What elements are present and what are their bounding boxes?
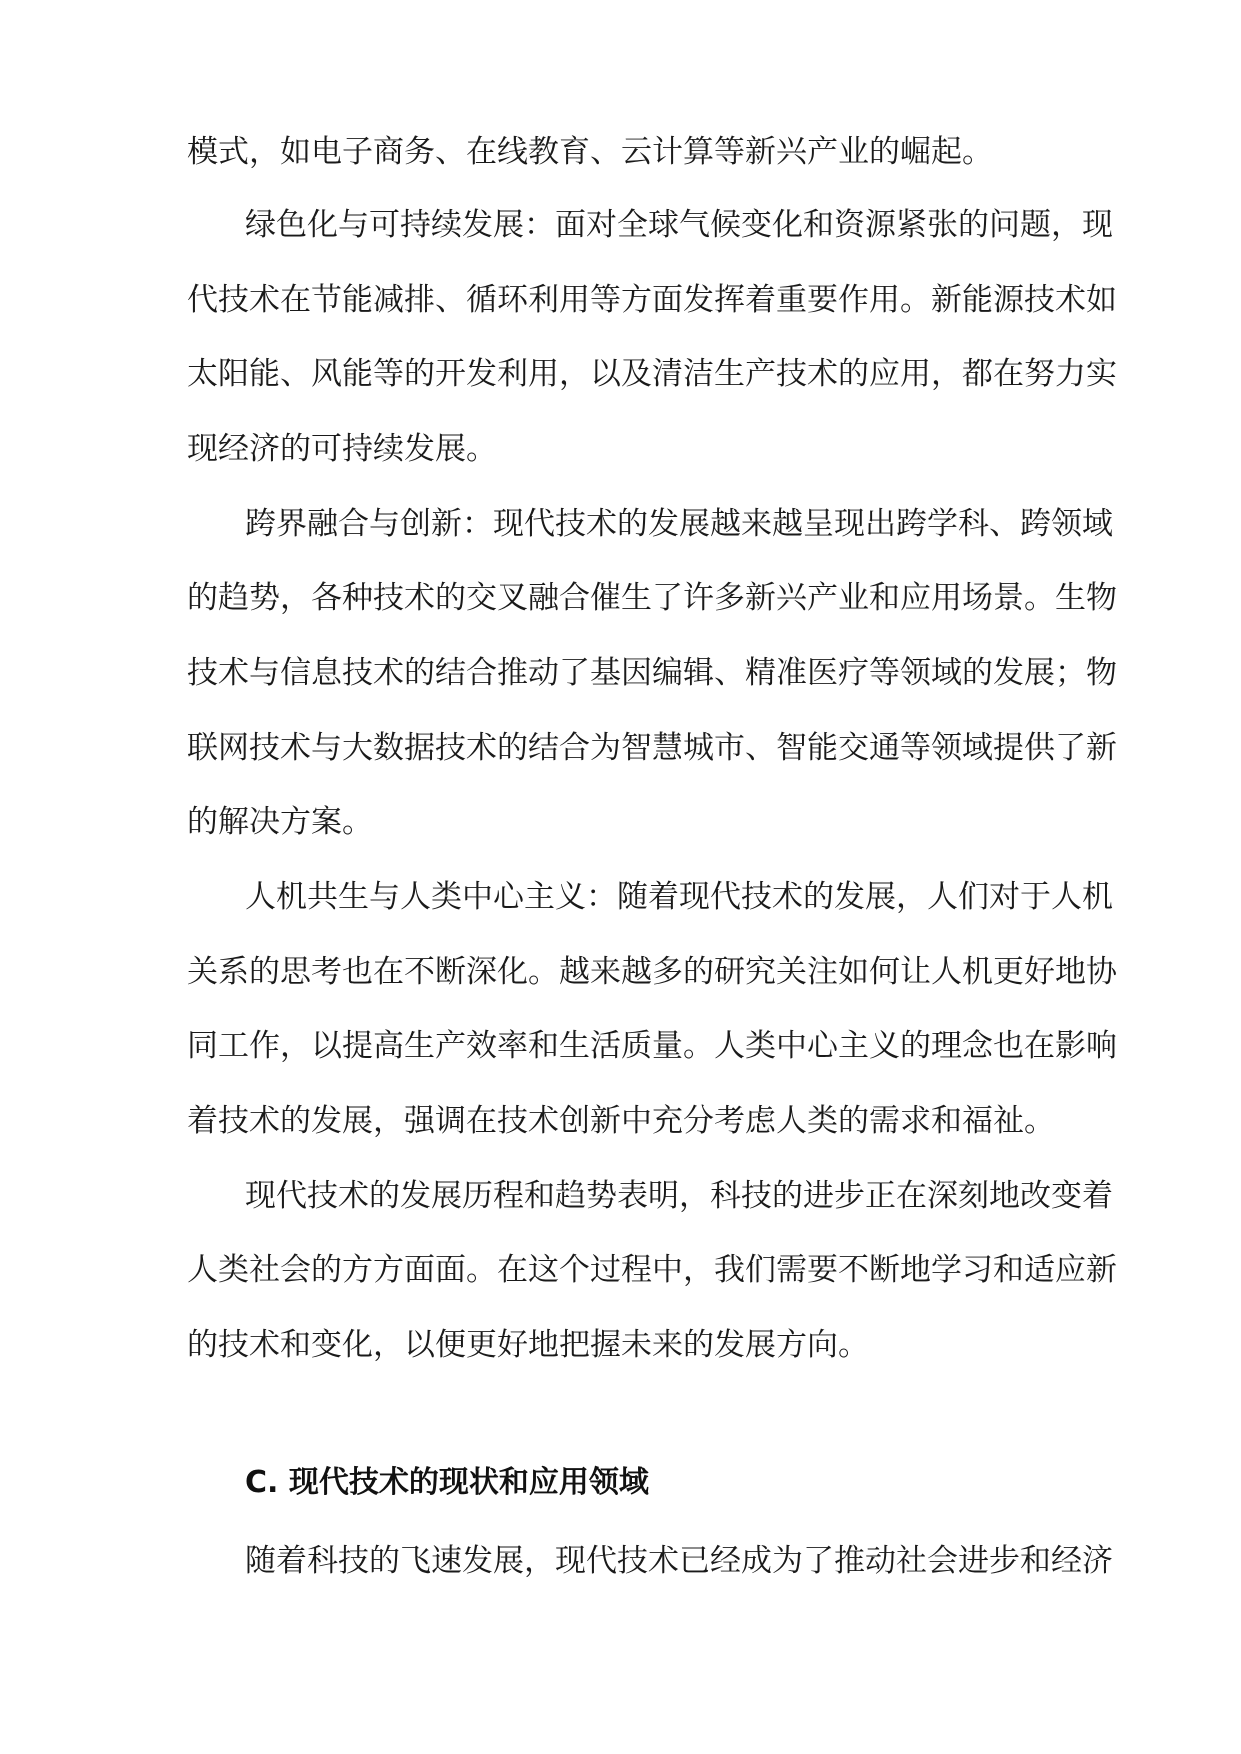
paragraph-4-line-4: 着技术的发展，强调在技术创新中充分考虑人类的需求和福祉。	[187, 1103, 1055, 1139]
paragraph-5-line-3: 的技术和变化，以便更好地把握未来的发展方向。	[187, 1327, 869, 1363]
paragraph-3-line-5: 的解决方案。	[187, 804, 373, 840]
paragraph-2-line-1: 绿色化与可持续发展：面对全球气候变化和资源紧张的问题，现	[245, 207, 1113, 243]
paragraph-1-line-1: 模式，如电子商务、在线教育、云计算等新兴产业的崛起。	[187, 134, 993, 170]
paragraph-4-line-2: 关系的思考也在不断深化。越来越多的研究关注如何让人机更好地协	[187, 954, 1117, 990]
paragraph-5-line-2: 人类社会的方方面面。在这个过程中，我们需要不断地学习和适应新	[187, 1252, 1117, 1288]
paragraph-3-line-4: 联网技术与大数据技术的结合为智慧城市、智能交通等领域提供了新	[187, 730, 1117, 766]
paragraph-3-line-3: 技术与信息技术的结合推动了基因编辑、精准医疗等领域的发展；物	[187, 655, 1117, 691]
paragraph-3-line-1: 跨界融合与创新：现代技术的发展越来越呈现出跨学科、跨领域	[245, 506, 1113, 542]
paragraph-4-line-1: 人机共生与人类中心主义：随着现代技术的发展，人们对于人机	[245, 879, 1113, 915]
paragraph-5-line-1: 现代技术的发展历程和趋势表明，科技的进步正在深刻地改变着	[245, 1178, 1113, 1214]
paragraph-2-line-3: 太阳能、风能等的开发利用，以及清洁生产技术的应用，都在努力实	[187, 356, 1117, 392]
paragraph-2-line-2: 代技术在节能减排、循环利用等方面发挥着重要作用。新能源技术如	[187, 282, 1117, 318]
paragraph-4-line-3: 同工作，以提高生产效率和生活质量。人类中心主义的理念也在影响	[187, 1028, 1117, 1064]
paragraph-3-line-2: 的趋势，各种技术的交叉融合催生了许多新兴产业和应用场景。生物	[187, 580, 1117, 616]
section-heading: C. 现代技术的现状和应用领域	[245, 1465, 649, 1500]
paragraph-2-line-4: 现经济的可持续发展。	[187, 431, 497, 467]
paragraph-6-line-1: 随着科技的飞速发展，现代技术已经成为了推动社会进步和经济	[245, 1543, 1113, 1579]
